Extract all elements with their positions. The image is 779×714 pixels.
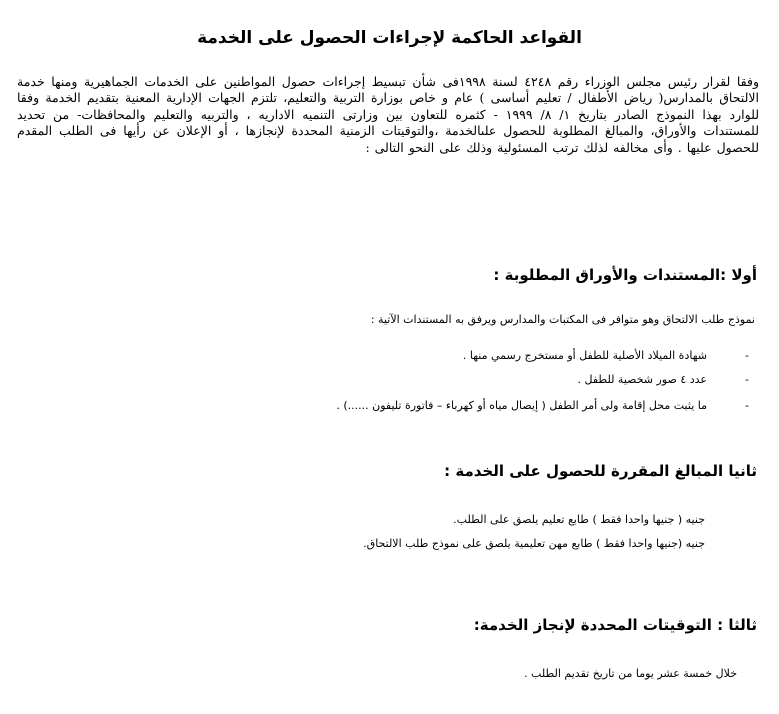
document-title: القواعد الحاكمة لإجراءات الحصول على الخدمة — [197, 28, 582, 48]
list-dash: - — [745, 373, 749, 386]
section-heading-timing: ثالثا : التوقيتات المحددة لإنجاز الخدمة: — [473, 616, 757, 634]
section-heading-fees: ثانيا المبالغ المقررة للحصول على الخدمة : — [444, 462, 757, 480]
intro-paragraph: وفقا لقرار رئيس مجلس الوزراء رقم ٤٢٤٨ لسنة ١٩٩٨فى شأن تبسيط إجراءات حصول المواطنين على الخدمات الجماهيرية ومنها خدمة الالتحاق بالمدارس( رياض الأطفال / تعليم أساسى ) عام و خاص بوزارة التربية والتعليم، تلتزم الجهات الإدارية المعنية بتقديم الخدمة وفقا للوارد بهذا النموذج الصادر بتاريخ ١/ ٨/ ١٩٩٩ - كثمره للتعاون بين وزارتى التنميه الاداريه ، والتربيه والتعليم والمحافظات- من تحديد للمستندات والأوراق، والمبالغ المطلوبة للحصول علىالخدمة ،والتوقيتات الزمنية المحددة لإنجازها ، أو الإعلان عن رأيها فى الطلب المقدم للحصول عليها . وأى مخالفه لذلك ترتب المسئولية وذلك على النحو التالى : — [17, 74, 760, 155]
fee-line: جنيه ( جنيها واحدا فقط ) طابع تعليم يلصق على الطلب. — [453, 513, 705, 526]
timing-line: خلال خمسة عشر يوما من تاريخ تقديم الطلب . — [524, 667, 737, 680]
list-dash: - — [745, 349, 749, 362]
list-dash: - — [745, 399, 749, 412]
application-form-line: نموذج طلب الالتحاق وهو متوافر فى المكتبات والمدارس ويرفق به المستندات الآتية : — [370, 313, 755, 326]
list-item-text: ما يثبت محل إقامة ولى أمر الطفل ( إيصال مياه أو كهرباء – فاتورة تليفون ......) . — [336, 399, 707, 412]
list-item-text: شهادة الميلاد الأصلية للطفل أو مستخرج رسمي منها . — [462, 349, 707, 362]
list-item — [577, 372, 749, 388]
list-item-text: عدد ٤ صور شخصية للطفل . — [577, 373, 707, 386]
list-item — [462, 348, 749, 364]
section-heading-documents: أولا :المستندات والأوراق المطلوبة : — [493, 266, 757, 284]
fee-line: جنيه (جنيها واحدا فقط ) طابع مهن تعليمية يلصق على نموذج طلب الالتحاق. — [363, 537, 705, 550]
list-item — [336, 398, 749, 414]
